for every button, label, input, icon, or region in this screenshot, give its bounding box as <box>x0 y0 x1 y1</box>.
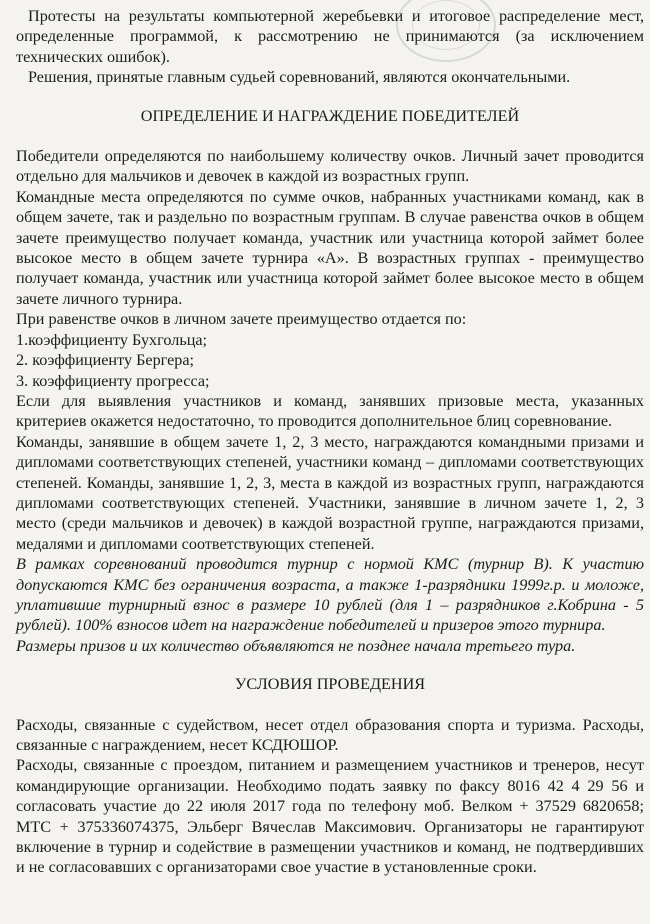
winners-paragraph-5: Команды, занявшие в общем зачете 1, 2, 3 место, награждаются командными призами и дипломами соответствующих степеней, участники команд – дипломами соответствующих степеней. Команды, занявшие 1, 2, 3, места в каждой из возрастных групп, награждаются дипломами соответствующих степеней. Участники, занявшие в личном зачете 1, 2, 3 место (среди мальчиков и девочек) в каждой возрастной группе, награждаются призами, медалями и дипломами соответствующих степеней. <box>16 432 644 553</box>
prizes-note: Размеры призов и их количество объявляются не позднее начала третьего тура. <box>16 636 576 655</box>
norm-tournament-paragraph: В рамках соревнований проводится турнир с нормой КМС (турнир В). К участию допускаются КМС без ограничения возраста, а также 1-разрядники 1999г.р. и моложе, уплатившие турнирный взнос в размере 10 рублей (для 1 – разрядников г.Кобрина - 5 рублей). 100% взносов идет на награждение победителей и призеров этого турнира. <box>16 555 644 635</box>
conditions-paragraph-2: Расходы, связанные с проездом, питанием и размещением участников и тренеров, несут командирующие организации. Необходимо подать заявку по факсу 8016 42 4 29 56 и согласовать участие до 22 июля 2017 года по телефону моб. Велком + 37529 6820658; МТС + 375336074375, Эльберг Вячеслав Максимович. Организаторы не гарантируют включение в турнир и содействие в размещении участников и команд, не подтвердивших и не согласовавших с организаторами свое участие в установленные сроки. <box>16 756 644 877</box>
decisions-paragraph: Решения, принятые главным судьей соревнований, являются окончательными. <box>28 68 571 87</box>
list-item: 1.коэффициенту Бухгольца; <box>16 330 208 349</box>
list-item: 3. коэффициенту прогресса; <box>16 371 210 390</box>
winners-paragraph-4: Если для выявления участников и команд, занявших призовые места, указанных критериев окажется недостаточно, то проводится дополнительное блиц соревнование. <box>16 391 644 431</box>
winners-heading: ОПРЕДЕЛЕНИЕ И НАГРАЖДЕНИЕ ПОБЕДИТЕЛЕЙ <box>140 106 520 125</box>
conditions-paragraph-1: Расходы, связанные с судейством, несет отдел образования спорта и туризма. Расходы, связанные с награждением, несет КСДЮШОР. <box>16 715 644 754</box>
winners-paragraph-1: Победители определяются по наибольшему количеству очков. Личный зачет проводится отдельно для мальчиков и девочек в каждой из возрастных групп. <box>16 147 644 186</box>
document-body <box>16 6 644 878</box>
conditions-heading: УСЛОВИЯ ПРОВЕДЕНИЯ <box>234 675 426 694</box>
list-item: 2. коэффициенту Бергера; <box>16 351 195 370</box>
winners-paragraph-2: Командные места определяются по сумме очков, набранных участниками команд, как в общем зачете, так и раздельно по возрастным группам. В случае равенства очков в общем зачете преимущество получает команда, участник или участница которой займет более высокое место в общем зачете турнира «А». В возрастных группах - преимущество получает команда, участник или участница которой займет более высокое место в общем зачете личного турнира. <box>16 187 644 308</box>
protests-paragraph: Протесты на результаты компьютерной жеребьевки и итоговое распределение мест, определенные программой, к рассмотрению не принимаются (за исключением технических ошибок). <box>16 7 644 66</box>
winners-paragraph-3: При равенстве очков в личном зачете преимущество отдается по: <box>16 310 467 329</box>
